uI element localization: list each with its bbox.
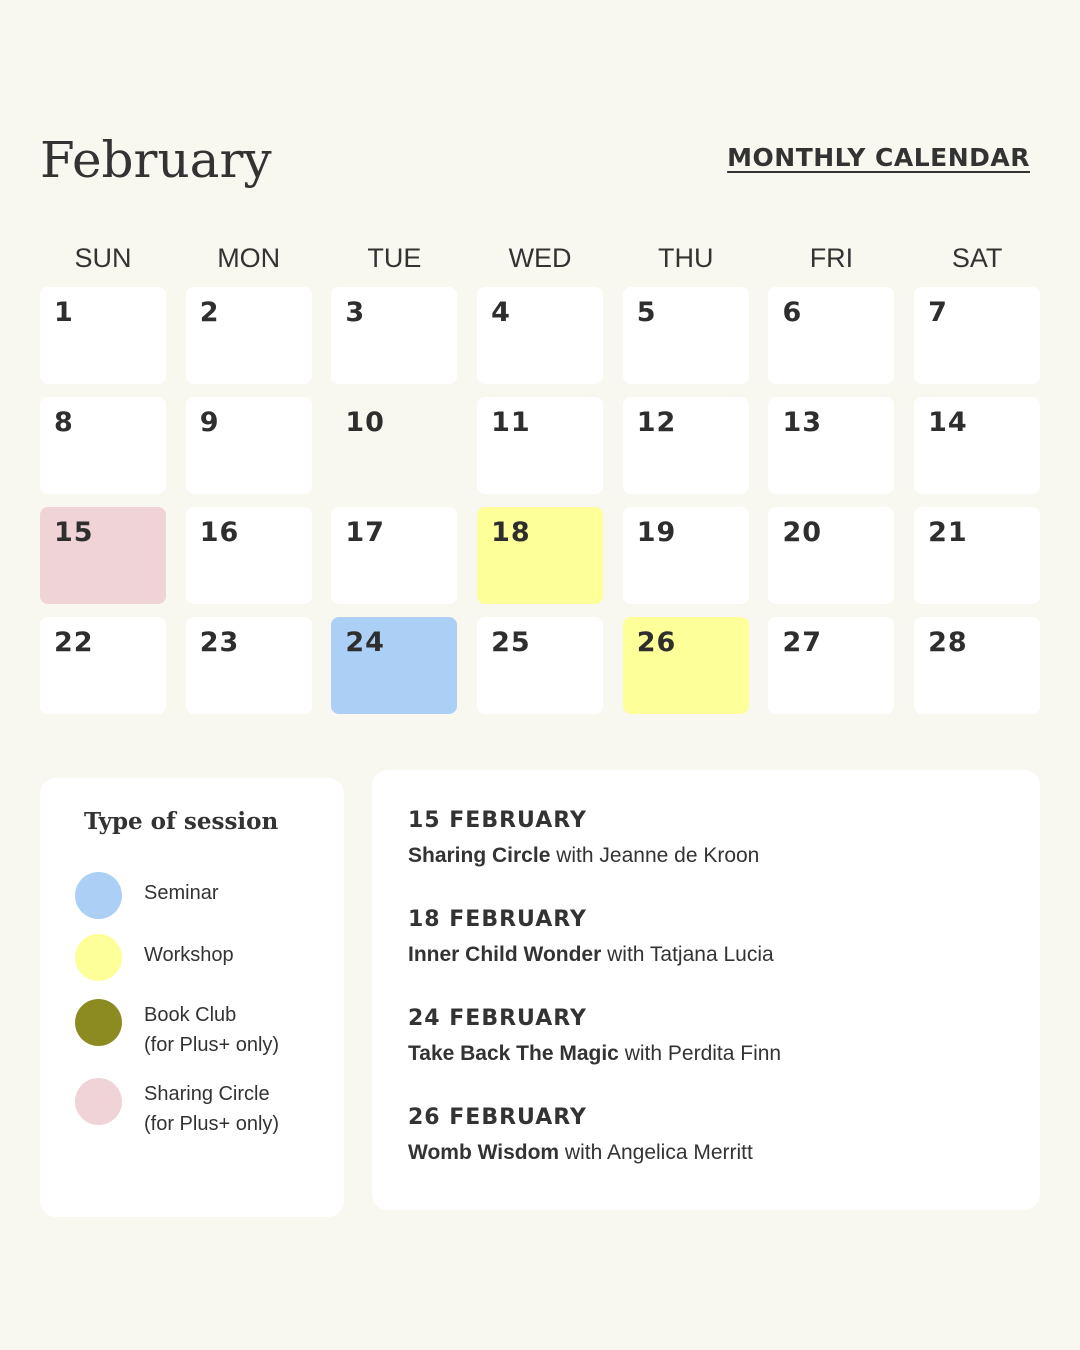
legend-label: Seminar	[144, 882, 219, 904]
day-number: 7	[928, 297, 948, 328]
day-number: 12	[636, 407, 677, 438]
day-number: 10	[345, 407, 385, 438]
event-description	[408, 940, 774, 970]
day-number: 19	[636, 517, 677, 548]
day-cell[interactable]	[914, 617, 1040, 714]
day-cell[interactable]	[768, 397, 894, 494]
day-cell[interactable]	[477, 287, 603, 384]
day-number: 9	[199, 407, 220, 438]
day-number: 3	[345, 297, 366, 328]
event-date: 18 FEBRUARY	[408, 907, 587, 932]
weekday-label: SUN	[74, 243, 132, 273]
legend-title: Type of session	[84, 808, 279, 835]
day-cell[interactable]	[186, 287, 312, 384]
legend-color-dot	[75, 999, 122, 1046]
day-cell[interactable]	[768, 617, 894, 714]
day-cell[interactable]	[331, 287, 457, 384]
day-number: 24	[345, 627, 385, 658]
day-cell[interactable]	[477, 507, 603, 604]
day-cell[interactable]	[768, 287, 894, 384]
day-number: 25	[491, 627, 531, 658]
day-cell[interactable]	[186, 507, 312, 604]
calendar-grid	[40, 287, 1040, 714]
legend-label: Workshop	[144, 944, 234, 966]
day-number: 14	[928, 407, 968, 438]
day-number: 20	[782, 517, 823, 548]
day-cell[interactable]	[914, 287, 1040, 384]
legend-color-dot	[75, 934, 122, 981]
day-number: 11	[491, 407, 531, 438]
monthly-calendar-link[interactable]: MONTHLY CALENDAR	[727, 143, 1030, 172]
day-number: 2	[199, 297, 220, 328]
day-cell[interactable]	[40, 287, 166, 384]
event-list	[372, 770, 1040, 1210]
day-cell[interactable]	[768, 507, 894, 604]
legend-label: Sharing Circle	[144, 1083, 270, 1105]
legend-color-dot	[75, 1078, 122, 1125]
day-number: 21	[928, 517, 968, 548]
event-host: with Angelica Merritt	[559, 1141, 753, 1164]
event-title: Sharing Circle	[408, 844, 551, 867]
day-cell[interactable]	[623, 507, 749, 604]
day-cell[interactable]	[186, 397, 312, 494]
legend-sublabel: (for Plus+ only)	[144, 1034, 280, 1056]
day-number: 23	[199, 627, 240, 658]
day-number: 4	[491, 297, 511, 328]
day-cell[interactable]	[40, 617, 166, 714]
day-cell[interactable]	[331, 617, 457, 714]
event-host: with Jeanne de Kroon	[550, 844, 760, 867]
day-number: 18	[491, 517, 531, 548]
legend-color-dot	[75, 872, 122, 919]
day-number: 28	[928, 627, 968, 658]
day-number: 6	[782, 297, 803, 328]
day-number: 27	[782, 627, 823, 658]
day-number: 8	[54, 407, 74, 438]
day-cell[interactable]	[186, 617, 312, 714]
day-number: 22	[54, 627, 94, 658]
day-cell[interactable]	[914, 397, 1040, 494]
day-number: 17	[345, 517, 385, 548]
event-host: with Perdita Finn	[618, 1042, 782, 1065]
weekday-label: TUE	[367, 243, 422, 273]
day-number: 16	[199, 517, 240, 548]
event-host: with Tatjana Lucia	[601, 943, 774, 966]
event-date: 26 FEBRUARY	[408, 1105, 587, 1130]
page-title: February	[40, 131, 272, 189]
event-item	[408, 1104, 753, 1168]
legend-label: Book Club	[144, 1004, 237, 1026]
day-cell[interactable]	[623, 617, 749, 714]
day-number: 13	[782, 407, 823, 438]
day-number: 5	[636, 297, 657, 328]
event-description	[408, 1039, 781, 1069]
day-cell[interactable]	[623, 397, 749, 494]
weekday-header	[40, 240, 1040, 276]
day-cell[interactable]	[914, 507, 1040, 604]
weekday-label: THU	[658, 243, 714, 273]
day-cell[interactable]	[40, 507, 166, 604]
day-cell[interactable]	[331, 507, 457, 604]
event-item	[408, 807, 759, 871]
day-cell[interactable]	[477, 617, 603, 714]
weekday-label: WED	[508, 243, 572, 273]
day-cell[interactable]	[623, 287, 749, 384]
weekday-label: MON	[217, 243, 281, 273]
day-cell[interactable]	[331, 397, 457, 494]
event-title: Take Back The Magic	[408, 1042, 619, 1065]
day-cell[interactable]	[40, 397, 166, 494]
event-item	[408, 1005, 781, 1069]
event-title: Inner Child Wonder	[408, 943, 602, 966]
weekday-label: FRI	[809, 243, 854, 273]
event-description	[408, 841, 759, 871]
session-legend	[40, 778, 344, 1217]
weekday-label: SAT	[951, 243, 1003, 273]
event-date: 24 FEBRUARY	[408, 1006, 587, 1031]
event-date: 15 FEBRUARY	[408, 808, 587, 833]
event-title: Womb Wisdom	[408, 1141, 560, 1164]
day-number: 1	[54, 297, 74, 328]
event-item	[408, 906, 774, 970]
day-number: 15	[54, 517, 94, 548]
day-cell[interactable]	[477, 397, 603, 494]
day-number: 26	[636, 627, 677, 658]
event-description	[408, 1138, 753, 1168]
legend-sublabel: (for Plus+ only)	[144, 1113, 280, 1135]
